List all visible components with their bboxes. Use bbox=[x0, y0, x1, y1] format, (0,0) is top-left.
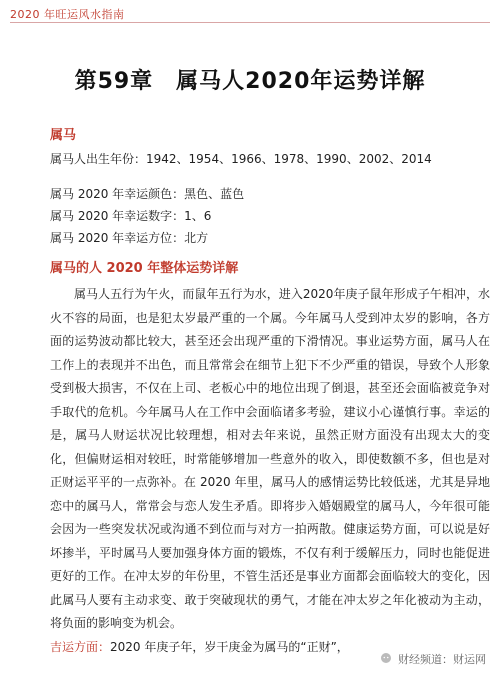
lucky-direction-line: 属马 2020 年幸运方位：北方 bbox=[50, 231, 209, 245]
chapter-title: 第59章 属马人2020年运势详解 bbox=[74, 69, 426, 94]
section-title-horse: 属马 bbox=[50, 128, 77, 143]
article-body bbox=[50, 124, 490, 659]
watermark-text: 财经频道：财运网 bbox=[398, 653, 486, 666]
running-header-title: 2020 年旺运风水指南 bbox=[10, 8, 125, 21]
lucky-aspect-lead: 吉运方面： bbox=[50, 639, 111, 654]
birth-years-line: 属马人出生年份：1942、1954、1966、1978、1990、2002、2014 bbox=[50, 152, 432, 166]
watermark bbox=[376, 650, 490, 668]
spacer bbox=[50, 249, 490, 257]
lucky-color-line: 属马 2020 年幸运颜色：黑色、蓝色 bbox=[50, 187, 245, 201]
header-divider bbox=[10, 22, 490, 23]
overall-fortune-paragraph: 属马人五行为午火，而鼠年五行为水，进入2020年庚子鼠年形成子午相冲，水火不容的局面，也是犯太岁最严重的一个属。今年属马人受到冲太岁的影响，各方面的运势波动都比较大，甚至还会出现严重的下滑情况。事业运势方面，属马人在工作上的表现并不出色，而且常常会在细节上犯下不少严重的错误，导致个人形象受到极大损害，不仅在上司、老板心中的地位出现了倒退，甚至还会面临被竞争对手取代的危机。今年属马人在工作中会面临诸多考验，建议小心谨慎行事。幸运的是，属马人财运状况比较理想，相对去年来说，虽然正财方面没有出现太大的变化，但偏财运相对较旺，时常能够增加一些意外的收入，即使数额不多，但也是对正财运平平的一点弥补。在 2020 年里，属马人的感情运势比较低迷，尤其是异地恋中的属马人，常常会与恋人发生矛盾。即将步入婚姻殿堂的属马人，今年很可能会因为一些突发状况或沟通不到位而与对方一拍两散。健康运势方面，可以说是好坏掺半，平时属马人要加强身体方面的锻炼，不仅有利于缓解压力，同时也能促进更好的工作。在冲太岁的年份里，不管生活还是事业方面都会面临较大的变化，因此属马人要有主动求变、敢于突破现状的勇气，才能在冲太岁之年化被动为主动，将负面的影响变为机会。 bbox=[50, 287, 490, 630]
wechat-icon bbox=[380, 652, 394, 666]
section-title-overall: 属马的人 2020 年整体运势详解 bbox=[50, 261, 239, 276]
spacer bbox=[50, 170, 490, 183]
running-header-bar bbox=[0, 0, 500, 30]
lucky-number-line: 属马 2020 年幸运数字：1、6 bbox=[50, 209, 212, 223]
lucky-aspect-text: 2020 年庚子年，岁干庚金为属马的“正财”， bbox=[110, 639, 349, 654]
